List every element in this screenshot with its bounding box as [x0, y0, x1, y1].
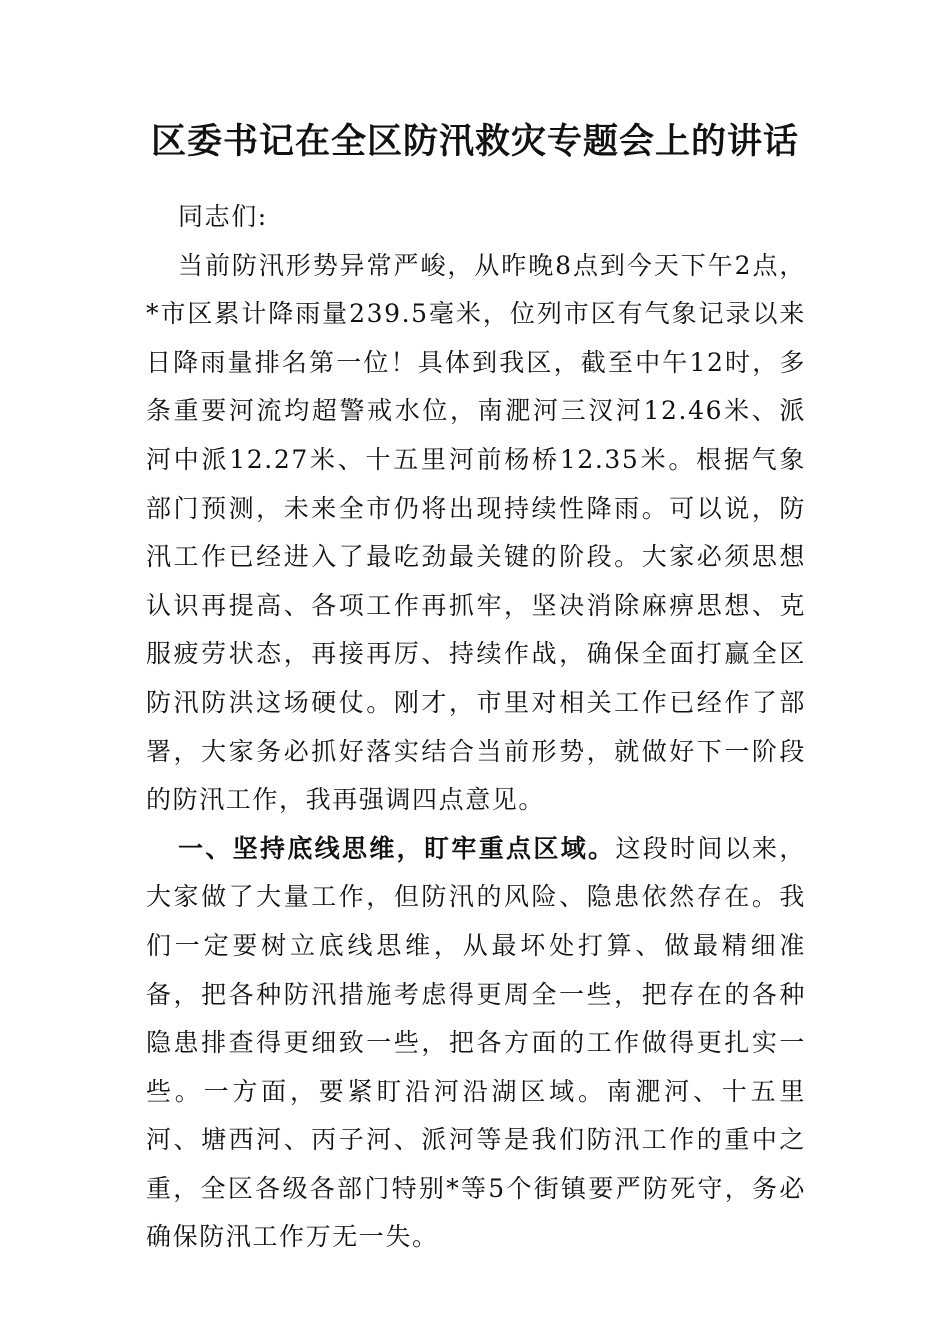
paragraph-situation: 当前防汛形势异常严峻，从昨晚8点到今天下午2点，*市区累计降雨量239.5毫米，位列市区有气象记录以来日降雨量排名第一位！具体到我区，截至中午12时，多条重要河流均超警戒水位，南淝河三汊河12.46米、派河中派12.27米、十五里河前杨桥12.35米。根据气象部门预测，未来全市仍将出现持续性降雨。可以说，防汛工作已经进入了最吃劲最关键的阶段。大家必须思想认识再提高、各项工作再抓牢，坚决消除麻痹思想、克服疲劳状态，再接再厉、持续作战，确保全面打赢全区防汛防洪这场硬仗。刚才，市里对相关工作已经作了部署，大家务必抓好落实结合当前形势，就做好下一阶段的防汛工作，我再强调四点意见。: [146, 250, 806, 815]
section-1-heading: 一、坚持底线思维，盯牢重点区域。: [178, 833, 616, 863]
document-body: [146, 193, 806, 1262]
salutation: 同志们:: [178, 202, 268, 231]
section-1-text: 这段时间以来，大家做了大量工作，但防汛的风险、隐患依然存在。我们一定要树立底线思维，从最坏处打算、做最精细准备，把各种防汛措施考虑得更周全一些，把存在的各种隐患排查得更细致一些，把各方面的工作做得更扎实一些。一方面，要紧盯沿河沿湖区域。南淝河、十五里河、塘西河、丙子河、派河等是我们防汛工作的重中之重，全区各级各部门特别*等5个街镇要严防死守，务必确保防汛工作万无一失。: [146, 833, 806, 1252]
document-title: 区委书记在全区防汛救灾专题会上的讲话: [150, 121, 799, 162]
paragraph-section-1: [146, 825, 806, 1262]
